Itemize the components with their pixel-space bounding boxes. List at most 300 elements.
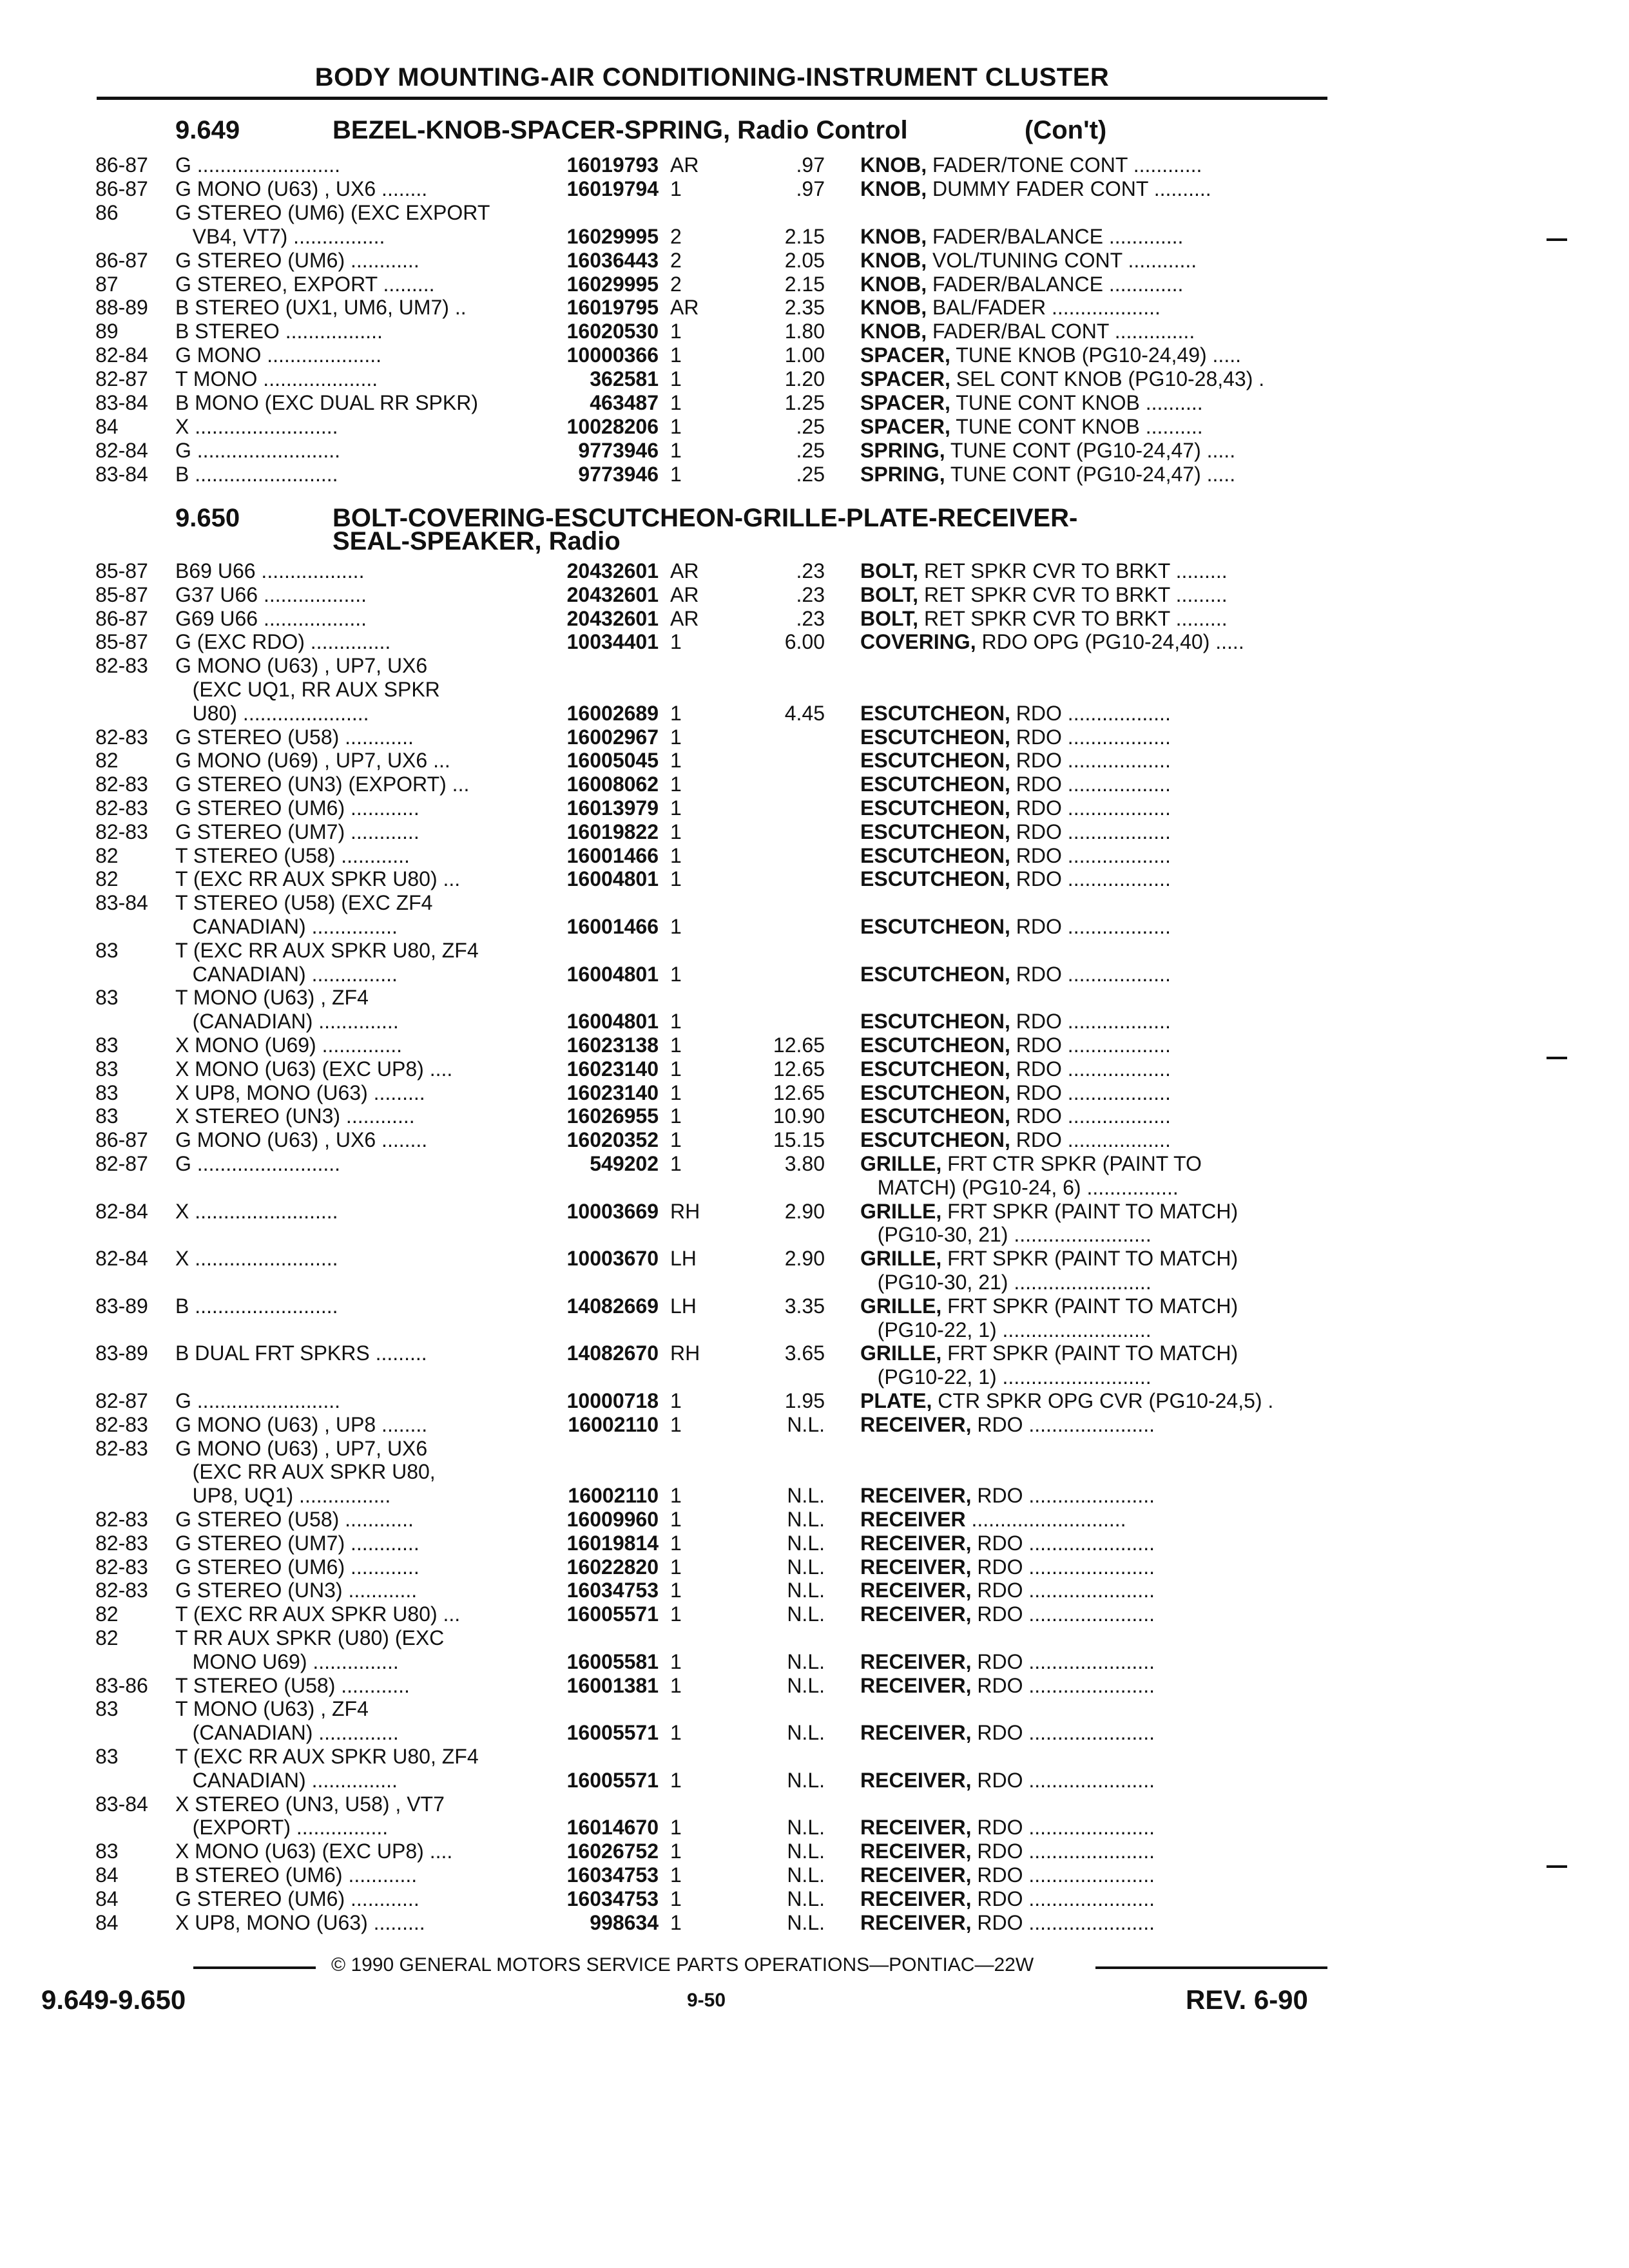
part-number: 16026955 — [566, 1104, 659, 1128]
part-number: 16009960 — [566, 1508, 659, 1531]
application: (CANADIAN) .............. — [175, 1010, 399, 1033]
part-number: 14082670 — [566, 1341, 659, 1365]
part-row — [0, 1294, 1629, 1318]
year-range: 82-83 — [95, 654, 148, 678]
part-row — [0, 796, 1629, 820]
part-name-noun: RECEIVER, — [860, 1531, 972, 1555]
price: 15.15 — [773, 1128, 825, 1152]
part-number: 10028206 — [566, 414, 659, 438]
quantity: 1 — [670, 773, 682, 796]
price: N.L. — [787, 1910, 825, 1934]
part-name-desc: RDO ...................... — [971, 1412, 1155, 1436]
part-name-noun: GRILLE, — [860, 1199, 942, 1223]
part-name — [860, 225, 1331, 249]
part-row — [0, 1341, 1629, 1365]
price: .23 — [796, 559, 825, 582]
part-number: 16005571 — [566, 1768, 659, 1792]
quantity: 1 — [670, 796, 682, 820]
part-row — [0, 1413, 1629, 1437]
part-row — [0, 1152, 1629, 1176]
application: B STEREO (UM6) ............ — [175, 1863, 418, 1887]
part-name — [860, 1555, 1331, 1579]
part-name-desc: DUMMY FADER CONT .......... — [927, 177, 1211, 200]
quantity: AR — [670, 559, 699, 582]
part-name-desc: FRT SPKR (PAINT TO MATCH) — [941, 1294, 1239, 1318]
year-range: 88-89 — [95, 296, 148, 320]
part-name — [860, 1010, 1331, 1033]
part-row — [0, 343, 1629, 367]
part-name-desc: MATCH) (PG10-24, 6) ................ — [860, 1175, 1179, 1199]
part-name — [860, 1247, 1331, 1271]
part-name — [860, 367, 1331, 391]
application: T (EXC RR AUX SPKR U80) ... — [175, 867, 461, 891]
part-row — [0, 1840, 1629, 1863]
year-range: 82-83 — [95, 820, 148, 843]
quantity: 1 — [670, 1057, 682, 1081]
part-name — [860, 1104, 1331, 1128]
part-name-noun: GRILLE, — [860, 1152, 942, 1175]
part-name-desc: FADER/BALANCE ............. — [927, 224, 1184, 248]
application: (EXC UQ1, RR AUX SPKR — [175, 678, 440, 701]
part-row — [0, 1081, 1629, 1105]
part-name-noun: BOLT, — [860, 582, 919, 606]
part-name-noun: SPACER, — [860, 367, 950, 391]
quantity: 1 — [670, 414, 682, 438]
part-name-noun: RECEIVER, — [860, 1649, 972, 1673]
revision-date: REV. 6-90 — [1186, 1984, 1308, 2015]
section-title-line2: SEAL-SPEAKER, Radio — [333, 527, 621, 555]
price: N.L. — [787, 1816, 825, 1840]
part-number: 16004801 — [566, 1010, 659, 1033]
application: T MONO (U63) , ZF4 — [175, 986, 369, 1010]
part-name — [860, 1508, 1331, 1532]
part-name-desc: RDO ...................... — [971, 1887, 1155, 1910]
part-row — [0, 630, 1629, 654]
year-range: 82-83 — [95, 796, 148, 820]
part-row — [0, 1271, 1629, 1294]
part-number: 16001466 — [566, 843, 659, 867]
part-number: 10000718 — [566, 1389, 659, 1412]
part-name — [860, 820, 1331, 844]
section-continued: (Con't) — [1025, 116, 1107, 144]
application: G STEREO (U58) ............ — [175, 1508, 414, 1531]
part-name-desc: FRT SPKR (PAINT TO MATCH) — [941, 1247, 1239, 1271]
part-name — [860, 1176, 1331, 1200]
part-row — [0, 867, 1629, 891]
part-row — [0, 773, 1629, 796]
year-range: 85-87 — [95, 559, 148, 582]
part-name-desc: FRT CTR SPKR (PAINT TO — [941, 1152, 1202, 1175]
part-number: 16034753 — [566, 1863, 659, 1887]
part-name-noun: RECEIVER, — [860, 1602, 972, 1626]
quantity: 2 — [670, 272, 682, 296]
part-number: 16002110 — [568, 1484, 659, 1508]
application: B STEREO ................. — [175, 320, 383, 343]
part-name — [860, 796, 1331, 820]
price: N.L. — [787, 1863, 825, 1887]
year-range: 83 — [95, 1033, 119, 1057]
part-number: 20432601 — [566, 559, 659, 582]
part-name — [860, 296, 1331, 320]
part-name — [860, 1318, 1331, 1342]
part-row — [0, 463, 1629, 486]
year-range: 82 — [95, 867, 119, 891]
part-row — [0, 1247, 1629, 1271]
part-name-desc: ........................... — [965, 1508, 1126, 1531]
price: 2.15 — [784, 224, 825, 248]
quantity: 1 — [670, 343, 682, 367]
part-name-noun: KNOB, — [860, 272, 927, 296]
part-name-noun: ESCUTCHEON, — [860, 962, 1010, 986]
part-number: 16023138 — [566, 1033, 659, 1057]
application: G STEREO (UM6) ............ — [175, 1555, 419, 1579]
part-number: 20432601 — [566, 606, 659, 630]
year-range: 82-83 — [95, 1412, 148, 1436]
part-row — [0, 296, 1629, 320]
part-name-desc: FADER/TONE CONT ............ — [927, 153, 1202, 177]
part-name-desc: CTR SPKR OPG CVR (PG10-24,5) . — [932, 1389, 1274, 1412]
part-name-desc: RDO .................. — [1010, 1033, 1171, 1057]
part-row — [0, 1721, 1629, 1745]
application: G37 U66 .................. — [175, 582, 367, 606]
part-name-desc: RDO .................. — [1010, 725, 1171, 749]
part-name-noun: ESCUTCHEON, — [860, 915, 1010, 938]
section-title: BEZEL-KNOB-SPACER-SPRING, Radio Control — [333, 116, 908, 144]
part-number: 14082669 — [566, 1294, 659, 1318]
part-name-noun: KNOB, — [860, 320, 927, 343]
price: 3.80 — [784, 1152, 825, 1175]
part-number: 16004801 — [566, 962, 659, 986]
part-number: 20432601 — [566, 582, 659, 606]
copyright-line: © 1990 GENERAL MOTORS SERVICE PARTS OPERATIONS—PONTIAC—22W — [331, 1954, 1034, 1975]
application: G ......................... — [175, 153, 341, 177]
application: X MONO (U63) (EXC UP8) .... — [175, 1057, 453, 1081]
quantity: AR — [670, 606, 699, 630]
part-name-noun: GRILLE, — [860, 1247, 942, 1271]
part-number: 16002689 — [566, 701, 659, 725]
part-row — [0, 177, 1629, 201]
part-name — [860, 867, 1331, 891]
price: 2.90 — [784, 1199, 825, 1223]
application: T MONO (U63) , ZF4 — [175, 1697, 369, 1721]
year-range: 82-83 — [95, 1555, 148, 1579]
part-name-desc: RDO ...................... — [971, 1768, 1155, 1792]
part-number: 16019822 — [566, 820, 659, 843]
part-name-noun: COVERING, — [860, 630, 976, 654]
application: G STEREO (UM7) ............ — [175, 820, 419, 843]
part-number: 16019814 — [566, 1531, 659, 1555]
year-range: 82-84 — [95, 1247, 148, 1271]
price: 6.00 — [784, 630, 825, 654]
part-name — [860, 1033, 1331, 1057]
quantity: 1 — [670, 1768, 682, 1792]
part-row — [0, 249, 1629, 273]
year-range: 82-83 — [95, 1531, 148, 1555]
year-range: 83 — [95, 1697, 119, 1721]
quantity: 1 — [670, 701, 682, 725]
application: G MONO (U63) , UX6 ........ — [175, 1128, 428, 1152]
part-name-noun: ESCUTCHEON, — [860, 749, 1010, 773]
year-range: 86-87 — [95, 1128, 148, 1152]
part-name-desc: RDO .................. — [1010, 773, 1171, 796]
part-row — [0, 1816, 1629, 1840]
part-name-noun: KNOB, — [860, 296, 927, 320]
application: G MONO (U63) , UX6 ........ — [175, 177, 428, 200]
part-number: 16020352 — [566, 1128, 659, 1152]
part-row — [0, 1033, 1629, 1057]
part-name-desc: RDO .................. — [1010, 1104, 1171, 1128]
part-row — [0, 1176, 1629, 1200]
part-row — [0, 1010, 1629, 1033]
application: X ......................... — [175, 1247, 338, 1271]
part-number: 16029995 — [566, 224, 659, 248]
section-range: 9.649-9.650 — [41, 1984, 186, 2015]
quantity: 1 — [670, 1010, 682, 1033]
part-row — [0, 1602, 1629, 1626]
part-name-desc: RDO ...................... — [971, 1816, 1155, 1840]
application: G ......................... — [175, 438, 341, 462]
quantity: 1 — [670, 843, 682, 867]
application: G STEREO (UM6) (EXC EXPORT — [175, 200, 490, 224]
year-range: 82 — [95, 843, 119, 867]
part-number: 16034753 — [566, 1579, 659, 1602]
part-number: 16019794 — [566, 177, 659, 200]
price: N.L. — [787, 1840, 825, 1863]
application: CANADIAN) ............... — [175, 962, 398, 986]
price: .25 — [796, 462, 825, 486]
part-number: 549202 — [590, 1152, 659, 1175]
part-name-noun: GRILLE, — [860, 1294, 942, 1318]
part-name-desc: FADER/BALANCE ............. — [927, 272, 1184, 296]
quantity: AR — [670, 153, 699, 177]
section-number: 9.650 — [175, 504, 240, 532]
application: G STEREO, EXPORT ......... — [175, 272, 435, 296]
part-name-desc: RDO .................. — [1010, 749, 1171, 773]
part-name-noun: RECEIVER, — [860, 1840, 972, 1863]
part-row — [0, 391, 1629, 415]
part-number: 16029995 — [566, 272, 659, 296]
year-range: 86-87 — [95, 606, 148, 630]
year-range: 82 — [95, 749, 119, 773]
part-name-desc: (PG10-30, 21) ........................ — [860, 1271, 1152, 1294]
part-name-noun: BOLT, — [860, 559, 919, 582]
price: .97 — [796, 177, 825, 200]
part-number: 16013979 — [566, 796, 659, 820]
price: 12.65 — [773, 1081, 825, 1104]
application: G STEREO (UN3) ............ — [175, 1579, 418, 1602]
part-row — [0, 1484, 1629, 1508]
year-range: 84 — [95, 1887, 119, 1910]
part-row — [0, 320, 1629, 343]
part-name — [860, 1057, 1331, 1081]
quantity: 1 — [670, 320, 682, 343]
price: N.L. — [787, 1649, 825, 1673]
part-name — [860, 1887, 1331, 1911]
application: X UP8, MONO (U63) ......... — [175, 1910, 425, 1934]
part-name-noun: SPRING, — [860, 438, 945, 462]
part-name-desc: RDO .................. — [1010, 915, 1171, 938]
part-name — [860, 1200, 1331, 1224]
quantity: 1 — [670, 1152, 682, 1175]
part-name-noun: RECEIVER, — [860, 1910, 972, 1934]
margin-mark — [1547, 1057, 1567, 1059]
part-name-noun: ESCUTCHEON, — [860, 867, 1010, 891]
part-name — [860, 1602, 1331, 1626]
margin-mark — [1547, 238, 1567, 241]
part-name-desc: SEL CONT KNOB (PG10-28,43) . — [950, 367, 1265, 391]
part-number: 16004801 — [566, 867, 659, 891]
part-name — [860, 559, 1331, 583]
part-name-noun: ESCUTCHEON, — [860, 1081, 1010, 1104]
price: 1.95 — [784, 1389, 825, 1412]
part-name — [860, 1721, 1331, 1745]
quantity: 1 — [670, 1412, 682, 1436]
part-name-desc: RDO ...................... — [971, 1840, 1155, 1863]
part-name — [860, 963, 1331, 986]
part-row — [0, 891, 1629, 915]
year-range: 86-87 — [95, 177, 148, 200]
part-name — [860, 726, 1331, 749]
part-name-desc: RDO .................. — [1010, 843, 1171, 867]
part-number: 463487 — [590, 391, 659, 414]
year-range: 83-86 — [95, 1673, 148, 1697]
part-row — [0, 939, 1629, 963]
price: 4.45 — [784, 701, 825, 725]
footer-rule-left — [193, 1966, 316, 1969]
price: N.L. — [787, 1412, 825, 1436]
part-name-desc: (PG10-22, 1) .......................... — [860, 1318, 1152, 1341]
part-name-noun: RECEIVER, — [860, 1484, 972, 1508]
part-name-desc: BAL/FADER ................... — [927, 296, 1161, 320]
part-number: 16005571 — [566, 1602, 659, 1626]
part-row — [0, 201, 1629, 225]
application: T (EXC RR AUX SPKR U80, ZF4 — [175, 938, 479, 962]
part-name — [860, 273, 1331, 296]
part-name — [860, 153, 1331, 177]
part-row — [0, 1389, 1629, 1413]
quantity: 1 — [670, 820, 682, 843]
price: 1.25 — [784, 391, 825, 414]
part-number: 10000366 — [566, 343, 659, 367]
part-name — [860, 1128, 1331, 1152]
part-row — [0, 607, 1629, 631]
part-name-desc: RET SPKR CVR TO BRKT ......... — [918, 606, 1228, 630]
quantity: AR — [670, 296, 699, 320]
part-name — [860, 1413, 1331, 1437]
application: T (EXC RR AUX SPKR U80) ... — [175, 1602, 461, 1626]
part-name — [860, 249, 1331, 273]
year-range: 82-83 — [95, 1508, 148, 1531]
part-row — [0, 1128, 1629, 1152]
part-name-noun: KNOB, — [860, 153, 927, 177]
part-number: 16001466 — [566, 915, 659, 938]
part-row — [0, 749, 1629, 773]
part-number: 16034753 — [566, 1887, 659, 1910]
quantity: 1 — [670, 1555, 682, 1579]
price: 10.90 — [773, 1104, 825, 1128]
part-number: 16002110 — [568, 1412, 659, 1436]
application: G MONO .................... — [175, 343, 382, 367]
year-range: 83 — [95, 1104, 119, 1128]
price: 3.65 — [784, 1341, 825, 1365]
part-name-noun: PLATE, — [860, 1389, 932, 1412]
year-range: 86 — [95, 200, 119, 224]
quantity: 1 — [670, 1816, 682, 1840]
price: N.L. — [787, 1484, 825, 1508]
application: G MONO (U63) , UP7, UX6 — [175, 654, 428, 678]
part-row — [0, 1650, 1629, 1674]
price: 2.90 — [784, 1247, 825, 1271]
page-number: 9-50 — [687, 1990, 726, 2011]
part-name-desc: RDO .................. — [1010, 1081, 1171, 1104]
year-range: 83 — [95, 1840, 119, 1863]
application: B MONO (EXC DUAL RR SPKR) — [175, 391, 478, 414]
part-row — [0, 1697, 1629, 1721]
price: 1.20 — [784, 367, 825, 391]
part-name — [860, 1341, 1331, 1365]
part-row — [0, 1508, 1629, 1532]
part-name-noun: ESCUTCHEON, — [860, 1010, 1010, 1033]
header-rule — [97, 97, 1327, 100]
part-name-noun: KNOB, — [860, 248, 927, 272]
year-range: 82-87 — [95, 1152, 148, 1175]
application: T STEREO (U58) (EXC ZF4 — [175, 891, 433, 915]
part-number: 362581 — [590, 367, 659, 391]
part-row — [0, 963, 1629, 986]
part-name-desc: RDO ...................... — [971, 1649, 1155, 1673]
year-range: 82-87 — [95, 1389, 148, 1412]
quantity: 1 — [670, 1081, 682, 1104]
application: T STEREO (U58) ............ — [175, 1673, 410, 1697]
quantity: 1 — [670, 1033, 682, 1057]
part-number: 10003670 — [566, 1247, 659, 1271]
application: G ......................... — [175, 1152, 341, 1175]
part-name — [860, 749, 1331, 773]
part-name — [860, 1816, 1331, 1840]
part-name-noun: SPACER, — [860, 343, 950, 367]
part-name — [860, 1532, 1331, 1555]
part-name-noun: KNOB, — [860, 224, 927, 248]
year-range: 85-87 — [95, 630, 148, 654]
quantity: 1 — [670, 177, 682, 200]
application: X ......................... — [175, 1199, 338, 1223]
quantity: 1 — [670, 367, 682, 391]
part-name-desc: RET SPKR CVR TO BRKT ......... — [918, 559, 1228, 582]
part-name — [860, 1863, 1331, 1887]
application: G STEREO (UN3) (EXPORT) ... — [175, 773, 470, 796]
part-number: 16023140 — [566, 1057, 659, 1081]
year-range: 82-83 — [95, 773, 148, 796]
part-number: 10034401 — [566, 630, 659, 654]
year-range: 82-84 — [95, 1199, 148, 1223]
part-name — [860, 583, 1331, 607]
part-name — [860, 177, 1331, 201]
application: G69 U66 .................. — [175, 606, 367, 630]
part-name-noun: RECEIVER, — [860, 1816, 972, 1840]
part-name-desc: RDO .................. — [1010, 820, 1171, 843]
part-name-noun: ESCUTCHEON, — [860, 820, 1010, 843]
application: X MONO (U63) (EXC UP8) .... — [175, 1840, 453, 1863]
price: N.L. — [787, 1721, 825, 1745]
quantity: 1 — [670, 1508, 682, 1531]
application: G STEREO (UM7) ............ — [175, 1531, 419, 1555]
year-range: 87 — [95, 272, 119, 296]
part-name-noun: ESCUTCHEON, — [860, 1128, 1010, 1152]
part-name-desc: RDO OPG (PG10-24,40) ..... — [976, 630, 1244, 654]
part-number: 16026752 — [566, 1840, 659, 1863]
part-name-desc: TUNE CONT KNOB .......... — [950, 391, 1203, 414]
part-name — [860, 320, 1331, 343]
